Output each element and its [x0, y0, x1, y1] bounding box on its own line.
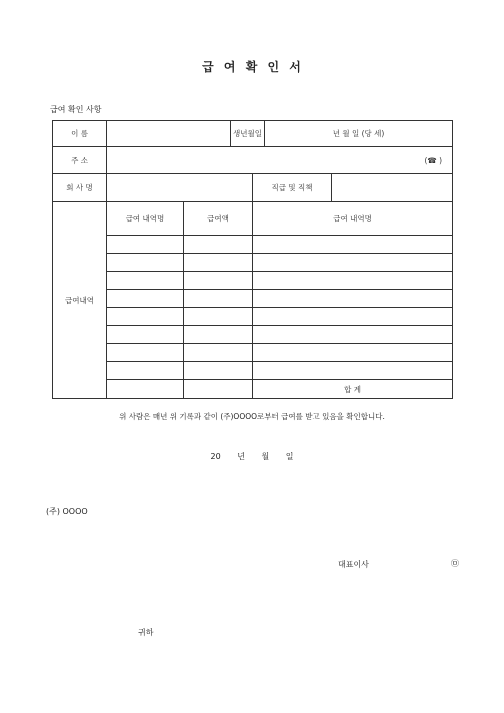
salary-cell[interactable] [107, 344, 184, 362]
salary-cell[interactable] [107, 308, 184, 326]
salary-row [53, 236, 453, 254]
salary-header-item-1: 급여 내역명 [107, 202, 184, 236]
birth-value-cell[interactable]: 년 월 일 (당 세) [265, 121, 453, 147]
salary-cell[interactable] [107, 254, 184, 272]
confirmation-text: 위 사람은 매년 위 기록과 같이 (주)OOOO로부터 급여를 받고 있음을 확인합니다. [119, 412, 385, 421]
document-title: 급 여 확 인 서 [202, 60, 302, 74]
salary-row [53, 254, 453, 272]
salary-row [53, 290, 453, 308]
salary-total-row [53, 380, 453, 399]
salary-cell[interactable] [253, 326, 453, 344]
salary-cell[interactable] [107, 272, 184, 290]
salary-cell[interactable] [253, 236, 453, 254]
salary-cell[interactable] [184, 236, 253, 254]
company-label: 회 사 명 [53, 174, 107, 202]
salary-row [53, 344, 453, 362]
address-row [53, 147, 453, 174]
salary-header-item-2: 급여 내역명 [253, 202, 453, 236]
name-row [53, 121, 453, 147]
salary-cell[interactable] [107, 326, 184, 344]
date-line: 20 년 월 일 [210, 452, 294, 461]
company-value-cell[interactable] [107, 174, 253, 202]
salary-cell[interactable] [253, 254, 453, 272]
company-row [53, 174, 453, 202]
addressee-label: 귀하 [138, 628, 154, 637]
salary-form-table [52, 120, 453, 399]
salary-cell[interactable] [107, 362, 184, 380]
salary-cell[interactable] [184, 326, 253, 344]
seal-mark: ㉤ [451, 559, 459, 568]
salary-cell[interactable] [107, 380, 184, 399]
company-name: (주) OOOO [46, 507, 88, 516]
salary-row [53, 362, 453, 380]
rank-label: 직급 및 직책 [253, 174, 332, 202]
rank-value-cell[interactable] [332, 174, 453, 202]
address-value-cell[interactable]: (☎ ) [107, 147, 453, 174]
name-label: 이 름 [53, 121, 107, 147]
address-label: 주 소 [53, 147, 107, 174]
salary-label: 급여내역 [53, 202, 107, 399]
total-label: 합 계 [253, 380, 453, 399]
salary-cell[interactable] [184, 362, 253, 380]
salary-cell[interactable] [184, 272, 253, 290]
salary-cell[interactable] [184, 380, 253, 399]
ceo-label: 대표이사 [338, 560, 369, 569]
salary-cell[interactable] [184, 344, 253, 362]
name-value-cell[interactable] [107, 121, 231, 147]
salary-row [53, 308, 453, 326]
salary-cell[interactable] [253, 290, 453, 308]
salary-cell[interactable] [107, 236, 184, 254]
salary-header-amount-1: 급여액 [184, 202, 253, 236]
birth-label: 생년월일 [231, 121, 265, 147]
salary-cell[interactable] [107, 290, 184, 308]
salary-cell[interactable] [253, 344, 453, 362]
salary-cell[interactable] [253, 362, 453, 380]
salary-cell[interactable] [184, 308, 253, 326]
salary-row [53, 272, 453, 290]
salary-cell[interactable] [184, 290, 253, 308]
section-label: 급여 확인 사항 [50, 105, 102, 114]
salary-cell[interactable] [253, 272, 453, 290]
salary-cell[interactable] [253, 308, 453, 326]
salary-header-row [53, 202, 453, 236]
salary-row [53, 326, 453, 344]
salary-cell[interactable] [184, 254, 253, 272]
